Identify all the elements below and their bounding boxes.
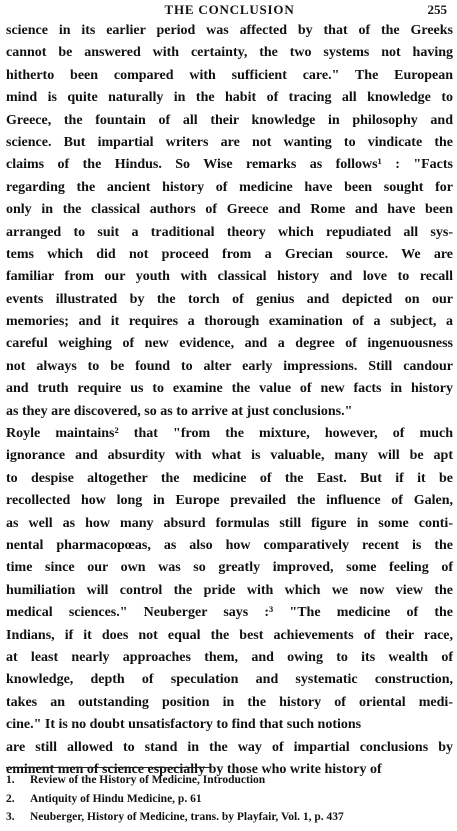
body-line: mind is quite naturally in the habit of tracing all knowledge to [6,90,453,106]
running-title: THE CONCLUSION [164,2,295,17]
footnote [6,790,453,809]
body-text [6,20,453,781]
body-line: not always to be found to alter early impressions. Still candour [6,358,453,374]
body-line: as they are discovered, so as to arrive at just conclusions." [6,403,353,419]
body-line: takes an outstanding position in the history of oriental medi- [6,694,453,710]
body-line: careful weighing of new evidence, and a degree of ingenuousness [6,336,453,352]
body-line: time since our own was so greatly improved, some feeling of [6,560,453,576]
body-line: humiliation will control the pride with which we now view the [6,582,453,598]
body-line: Indians, if it does not equal the best achievements of their race, [6,627,453,643]
body-line: hitherto been compared with sufficient care." The European [6,67,453,83]
body-line: regarding the ancient history of medicine have been sought for [6,179,453,195]
body-line: science. But impartial writers are not wanting to vindicate the [6,134,453,150]
footnote-marker: 2. [6,792,15,805]
body-line: medical sciences." Neuberger says :³ "The medicine of the [6,605,453,621]
body-line: events illustrated by the torch of genius and depicted on our [6,291,453,307]
body-line: arranged to suit a traditional theory which repudiated all sys- [6,224,453,240]
body-line: are still allowed to stand in the way of impartial conclusions by [6,739,453,755]
running-head [6,2,453,18]
body-line: cine." It is no doubt unsatisfactory to find that such notions [6,717,362,733]
footnote-text: Review of the History of Medicine, Introduction [30,774,266,786]
body-line: and truth require us to examine the value of new facts in history [6,381,453,397]
footnotes [6,771,453,827]
page-number: 255 [427,2,447,17]
footnote-text: Antiquity of Hindu Medicine, p. 61 [30,792,202,805]
body-line: tems which did not proceed from a Grecian source. We are [6,246,453,262]
body-line: familiar from our youth with classical history and love to recall [6,269,453,285]
body-line: nental pharmacopœas, as also how comparatively recent is the [6,537,453,553]
footnote [6,808,453,827]
body-line: ignorance and absurdity with what is valuable, many will be apt [6,448,453,464]
body-line: memories; and it requires a thorough examination of a subject, a [6,314,453,330]
footnote-text: Neuberger, History of Medicine, trans. by Playfair, Vol. 1, p. 437 [30,811,344,823]
body-line: claims of the Hindus. So Wise remarks as follows¹ : "Facts [6,157,453,173]
body-line: Royle maintains² that "from the mixture, however, of much [6,426,453,442]
body-line: Greece, the fountain of all their knowledge in philosophy and [6,112,453,128]
body-line: only in the classical authors of Greece and Rome and have been [6,202,453,218]
footnote-marker: 3. [6,811,15,823]
body-line: at least nearly approaches them, and owing to its wealth of [6,649,453,665]
footnote [6,771,453,790]
body-line: to despise altogether the medicine of the East. But if it be [6,470,453,486]
footnote-divider [6,767,210,768]
body-line: recollected how long in Europe prevailed the influence of Galen, [6,493,453,509]
body-line: cannot be answered with certainty, the two systems not having [6,45,453,61]
footnote-marker: 1. [6,774,15,786]
body-line: science in its earlier period was affected by that of the Greeks [6,23,453,38]
body-line: eminent men of science especially by those who write history of [6,761,382,777]
body-line: knowledge, depth of speculation and systematic construction, [6,672,453,688]
body-line: as well as how many absurd formulas still figure in some conti- [6,515,453,531]
